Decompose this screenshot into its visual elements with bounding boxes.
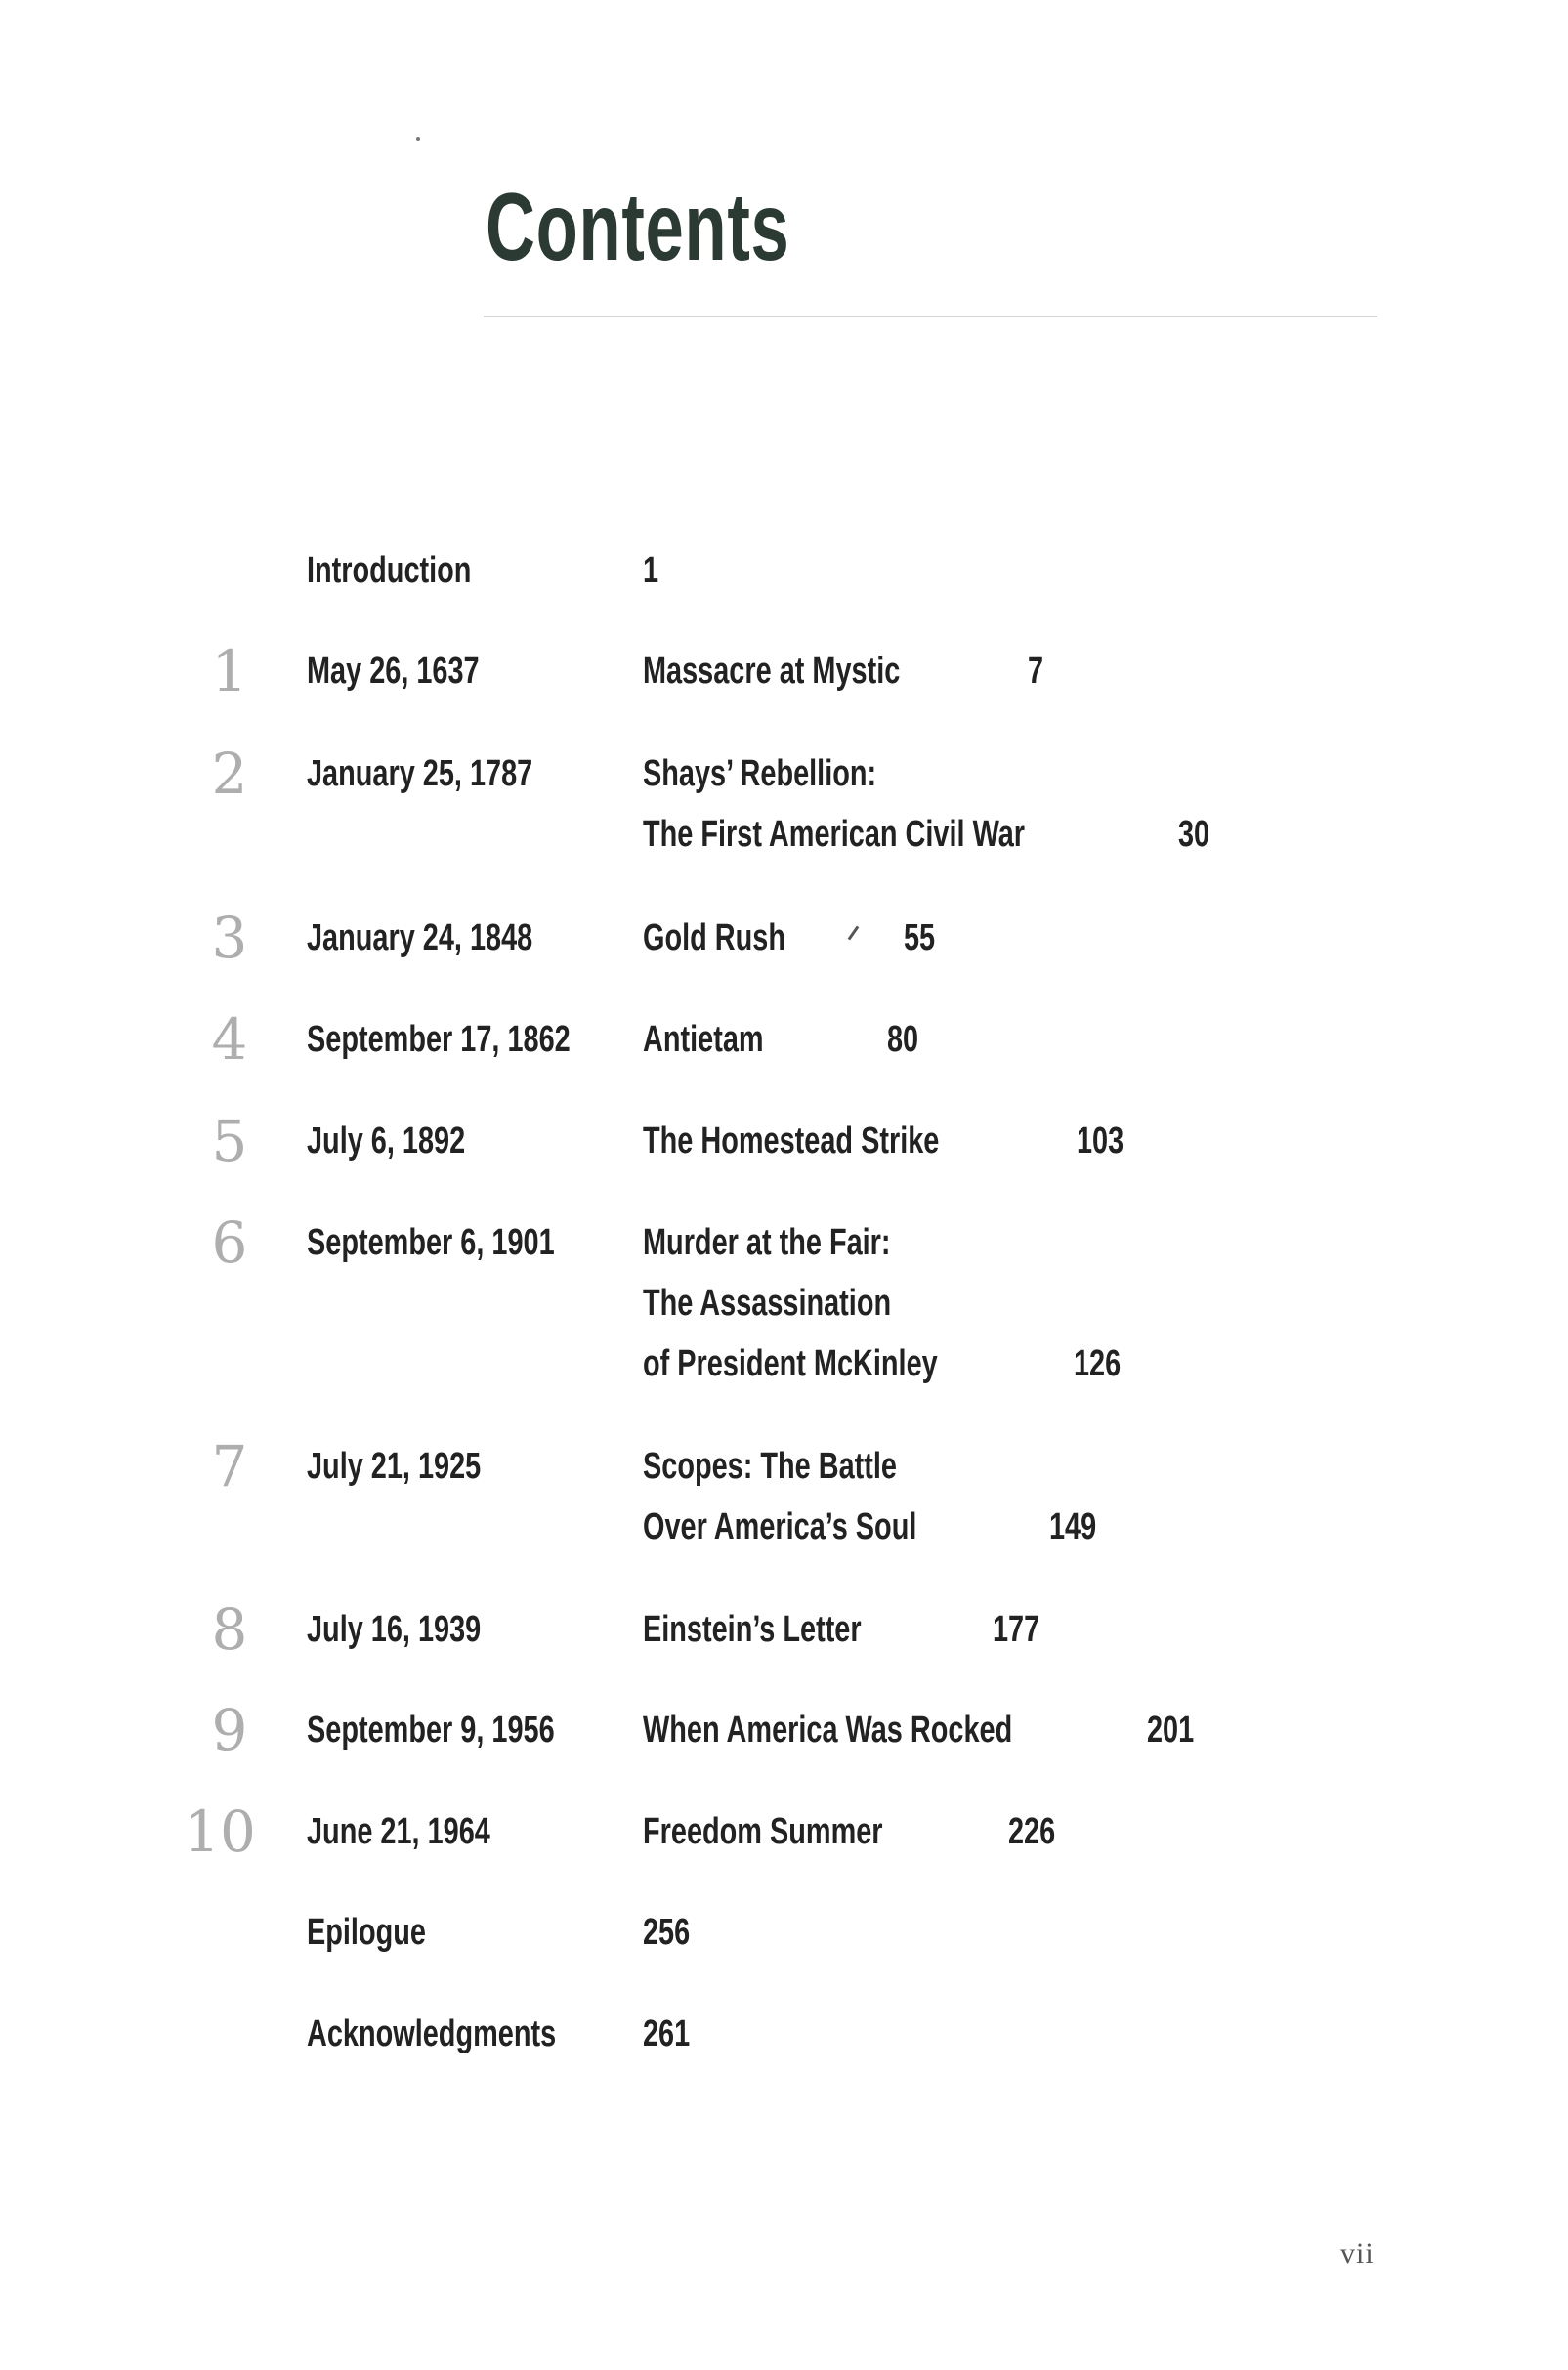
entry-title-line: The Homestead Strike: [643, 1121, 940, 1162]
entry-date: July 21, 1925: [307, 1446, 482, 1487]
entry-date: September 6, 1901: [307, 1222, 555, 1263]
chapter-number: 7: [211, 1433, 248, 1500]
entry-date: January 24, 1848: [307, 917, 533, 958]
entry-date: July 16, 1939: [307, 1609, 482, 1650]
chapter-number: 6: [211, 1209, 248, 1276]
entry-page-number: 30: [1178, 814, 1210, 855]
chapter-number: 2: [211, 741, 248, 807]
entry-page-number: 55: [904, 917, 936, 958]
entry-page-number: 126: [1074, 1343, 1122, 1384]
chapter-number: 8: [211, 1596, 248, 1663]
entry-page-number: 226: [1008, 1811, 1056, 1852]
entry-date: January 25, 1787: [307, 753, 533, 794]
entry-date: June 21, 1964: [307, 1811, 490, 1852]
entry-page-number: 261: [643, 2013, 691, 2054]
chapter-number: 10: [184, 1799, 256, 1865]
chapter-number: 4: [211, 1006, 248, 1073]
entry-title-line: The First American Civil War: [643, 814, 1026, 855]
entry-page-number: 177: [993, 1609, 1040, 1650]
entry-title-line: Gold Rush: [643, 917, 786, 958]
entry-title-line: Massacre at Mystic: [643, 651, 901, 692]
chapter-number: 5: [211, 1108, 248, 1174]
chapter-number: 3: [211, 905, 248, 971]
entry-label: Acknowledgments: [307, 2013, 557, 2054]
tick-mark: [848, 926, 860, 941]
entry-date: July 6, 1892: [307, 1121, 466, 1162]
page-number: vii: [1340, 2237, 1375, 2269]
entry-page-number: 103: [1077, 1121, 1124, 1162]
entry-page-number: 149: [1049, 1506, 1097, 1547]
entry-date: September 9, 1956: [307, 1710, 555, 1751]
entry-title-line: The Assassination: [643, 1283, 892, 1324]
entry-title-line: When America Was Rocked: [643, 1710, 1013, 1751]
entry-page-number: 80: [887, 1019, 919, 1060]
entry-title-line: Einstein’s Letter: [643, 1609, 862, 1650]
entry-page-number: 1: [643, 550, 659, 591]
entry-page-number: 256: [643, 1912, 691, 1953]
entry-label: Epilogue: [307, 1912, 426, 1953]
entry-title-line: Freedom Summer: [643, 1811, 883, 1852]
entry-title-line: Shays’ Rebellion:: [643, 753, 877, 794]
entry-title-line: Antietam: [643, 1019, 764, 1060]
entry-title-line: Over America’s Soul: [643, 1506, 917, 1547]
entry-title-line: of President McKinley: [643, 1343, 938, 1384]
entry-page-number: 201: [1147, 1710, 1195, 1751]
page-title: Contents: [486, 173, 790, 280]
chapter-number: 9: [211, 1697, 248, 1763]
chapter-number: 1: [211, 638, 248, 704]
entry-date: September 17, 1862: [307, 1019, 571, 1060]
entry-page-number: 7: [1028, 651, 1044, 692]
entry-label: Introduction: [307, 550, 472, 591]
entry-date: May 26, 1637: [307, 651, 480, 692]
entry-title-line: Murder at the Fair:: [643, 1222, 891, 1263]
entry-title-line: Scopes: The Battle: [643, 1446, 897, 1487]
